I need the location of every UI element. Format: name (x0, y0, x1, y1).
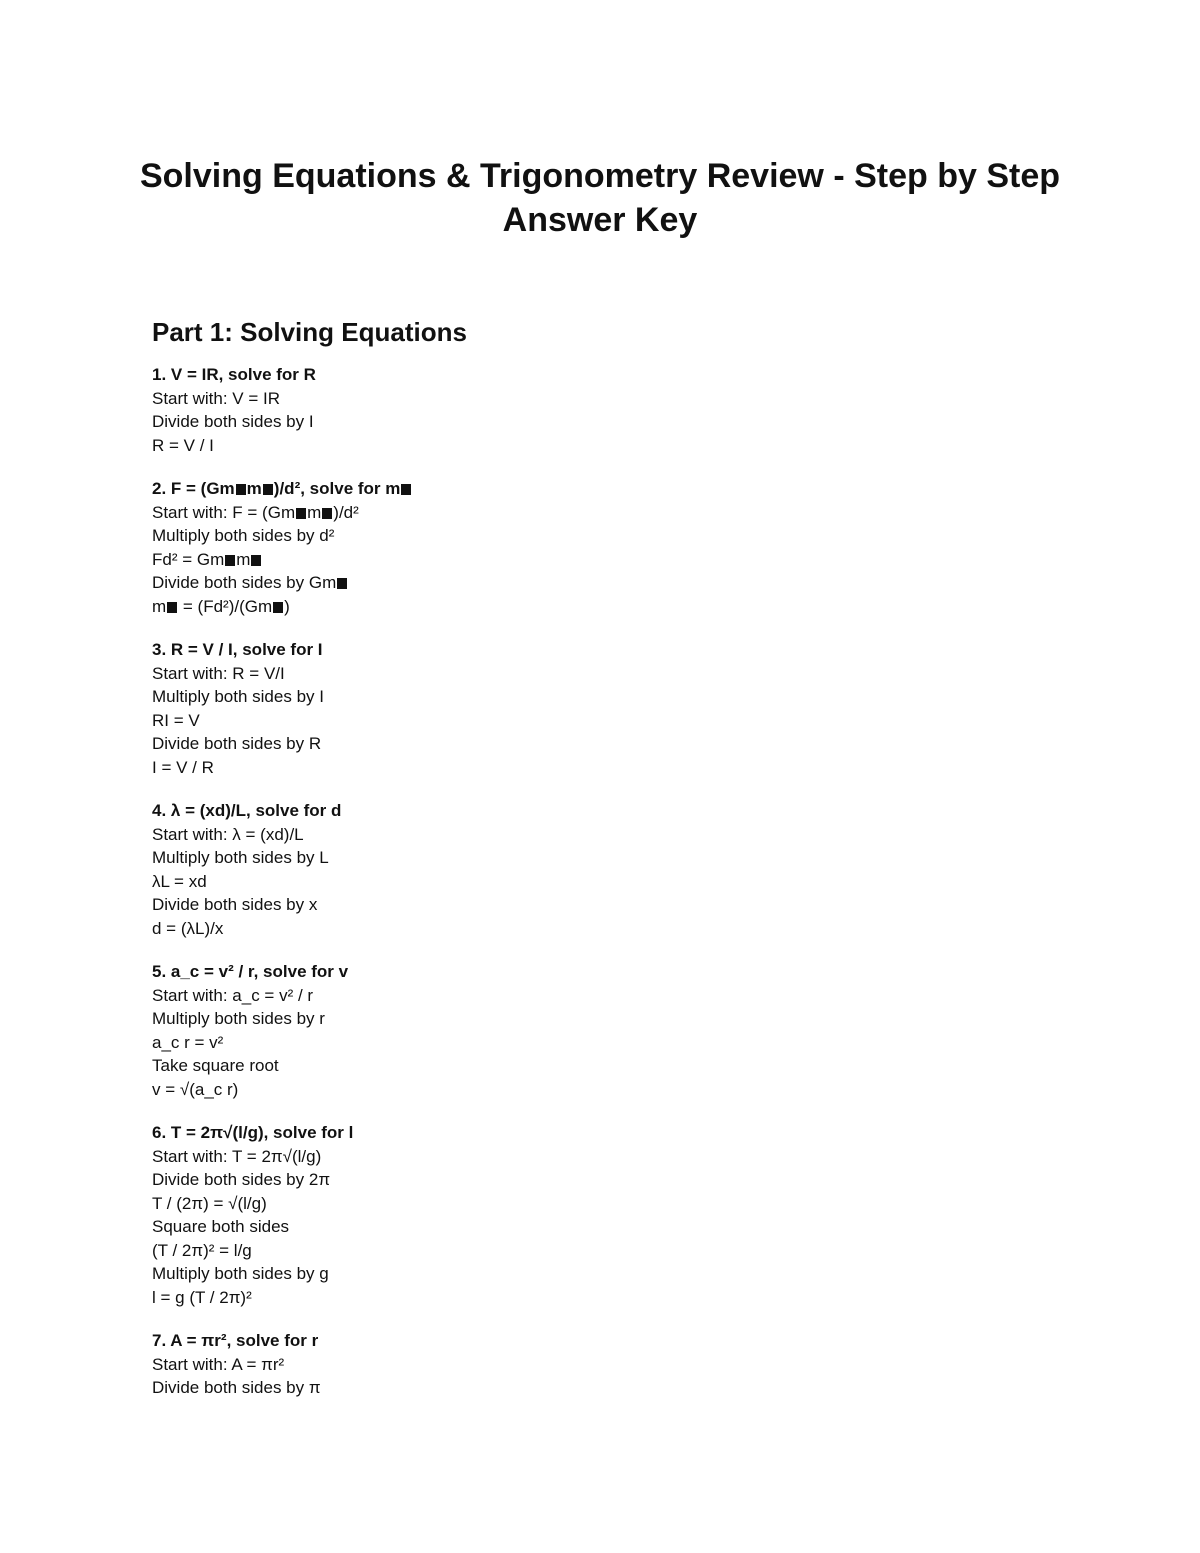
solution-step: Start with: R = V/I (152, 663, 285, 683)
problem-title: 6. T = 2π√(l/g), solve for l (152, 1123, 354, 1142)
solution-step: l = g (T / 2π)² (152, 1287, 252, 1307)
missing-glyph-box (167, 602, 177, 613)
solution-step: Multiply both sides by g (152, 1264, 329, 1283)
solution-step: I = V / R (152, 757, 214, 777)
problem-6 (152, 1121, 1052, 1309)
solution-step: Divide both sides by Gm (152, 571, 1052, 595)
solution-step: v = √(a_c r) (152, 1079, 239, 1099)
missing-glyph-box (273, 602, 283, 613)
solution-step: Multiply both sides by d² (152, 526, 335, 545)
problem-5 (152, 960, 1052, 1101)
document-title: Solving Equations & Trigonometry Review - Step by Step Answer Key (139, 157, 1061, 239)
solution-step: Divide both sides by R (152, 734, 322, 753)
solution-step: Square both sides (152, 1217, 290, 1236)
solution-step: Start with: T = 2π√(l/g) (152, 1146, 322, 1166)
problem-list (152, 363, 1052, 1400)
solution-step: T / (2π) = √(l/g) (152, 1193, 267, 1213)
solution-step: (T / 2π)² = l/g (152, 1240, 252, 1260)
problem-title: 2. F = (Gm m )/d², solve for m (152, 477, 1052, 501)
solution-step: Divide both sides by x (152, 895, 318, 914)
solution-step: m = (Fd²)/(Gm ) (152, 596, 290, 616)
solution-step: Fd² = Gm m (152, 548, 1052, 572)
missing-glyph-box (296, 508, 306, 519)
missing-glyph-box (337, 578, 347, 589)
solution-step: Start with: V = IR (152, 388, 281, 408)
problem-title: 5. a_c = v² / r, solve for v (152, 962, 349, 981)
missing-glyph-box (263, 484, 273, 495)
solution-step: Take square root (152, 1056, 279, 1075)
solution-step: Multiply both sides by I (152, 687, 324, 706)
solution-step: Divide both sides by π (152, 1378, 321, 1397)
solution-step: Start with: λ = (xd)/L (152, 824, 304, 844)
problem-title: 7. A = πr², solve for r (152, 1331, 319, 1350)
missing-glyph-box (225, 555, 235, 566)
missing-glyph-box (251, 555, 261, 566)
solution-step: Start with: A = πr² (152, 1354, 285, 1374)
problem-1 (152, 363, 1052, 457)
problem-title: 4. λ = (xd)/L, solve for d (152, 801, 342, 820)
missing-glyph-box (236, 484, 246, 495)
problem-3 (152, 638, 1052, 779)
solution-step: λL = xd (152, 871, 207, 891)
missing-glyph-box (401, 484, 411, 495)
solution-step: R = V / I (152, 435, 214, 455)
part-heading: Part 1: Solving Equations (152, 317, 467, 347)
solution-step: d = (λL)/x (152, 918, 224, 938)
problem-2 (152, 477, 1052, 618)
solution-step: Divide both sides by I (152, 412, 314, 431)
solution-step: Start with: F = (Gm m )/d² (152, 502, 359, 522)
solution-step: a_c r = v² (152, 1032, 224, 1052)
solution-step: RI = V (152, 710, 200, 730)
solution-step: Multiply both sides by L (152, 848, 329, 867)
problem-4 (152, 799, 1052, 940)
solution-step: Multiply both sides by r (152, 1009, 325, 1028)
solution-step: Start with: a_c = v² / r (152, 985, 314, 1005)
solution-step: Divide both sides by 2π (152, 1170, 331, 1189)
problem-title: 1. V = IR, solve for R (152, 365, 316, 384)
document-body (152, 315, 1052, 1420)
missing-glyph-box (322, 508, 332, 519)
problem-title: 3. R = V / I, solve for I (152, 640, 323, 659)
problem-7 (152, 1329, 1052, 1400)
